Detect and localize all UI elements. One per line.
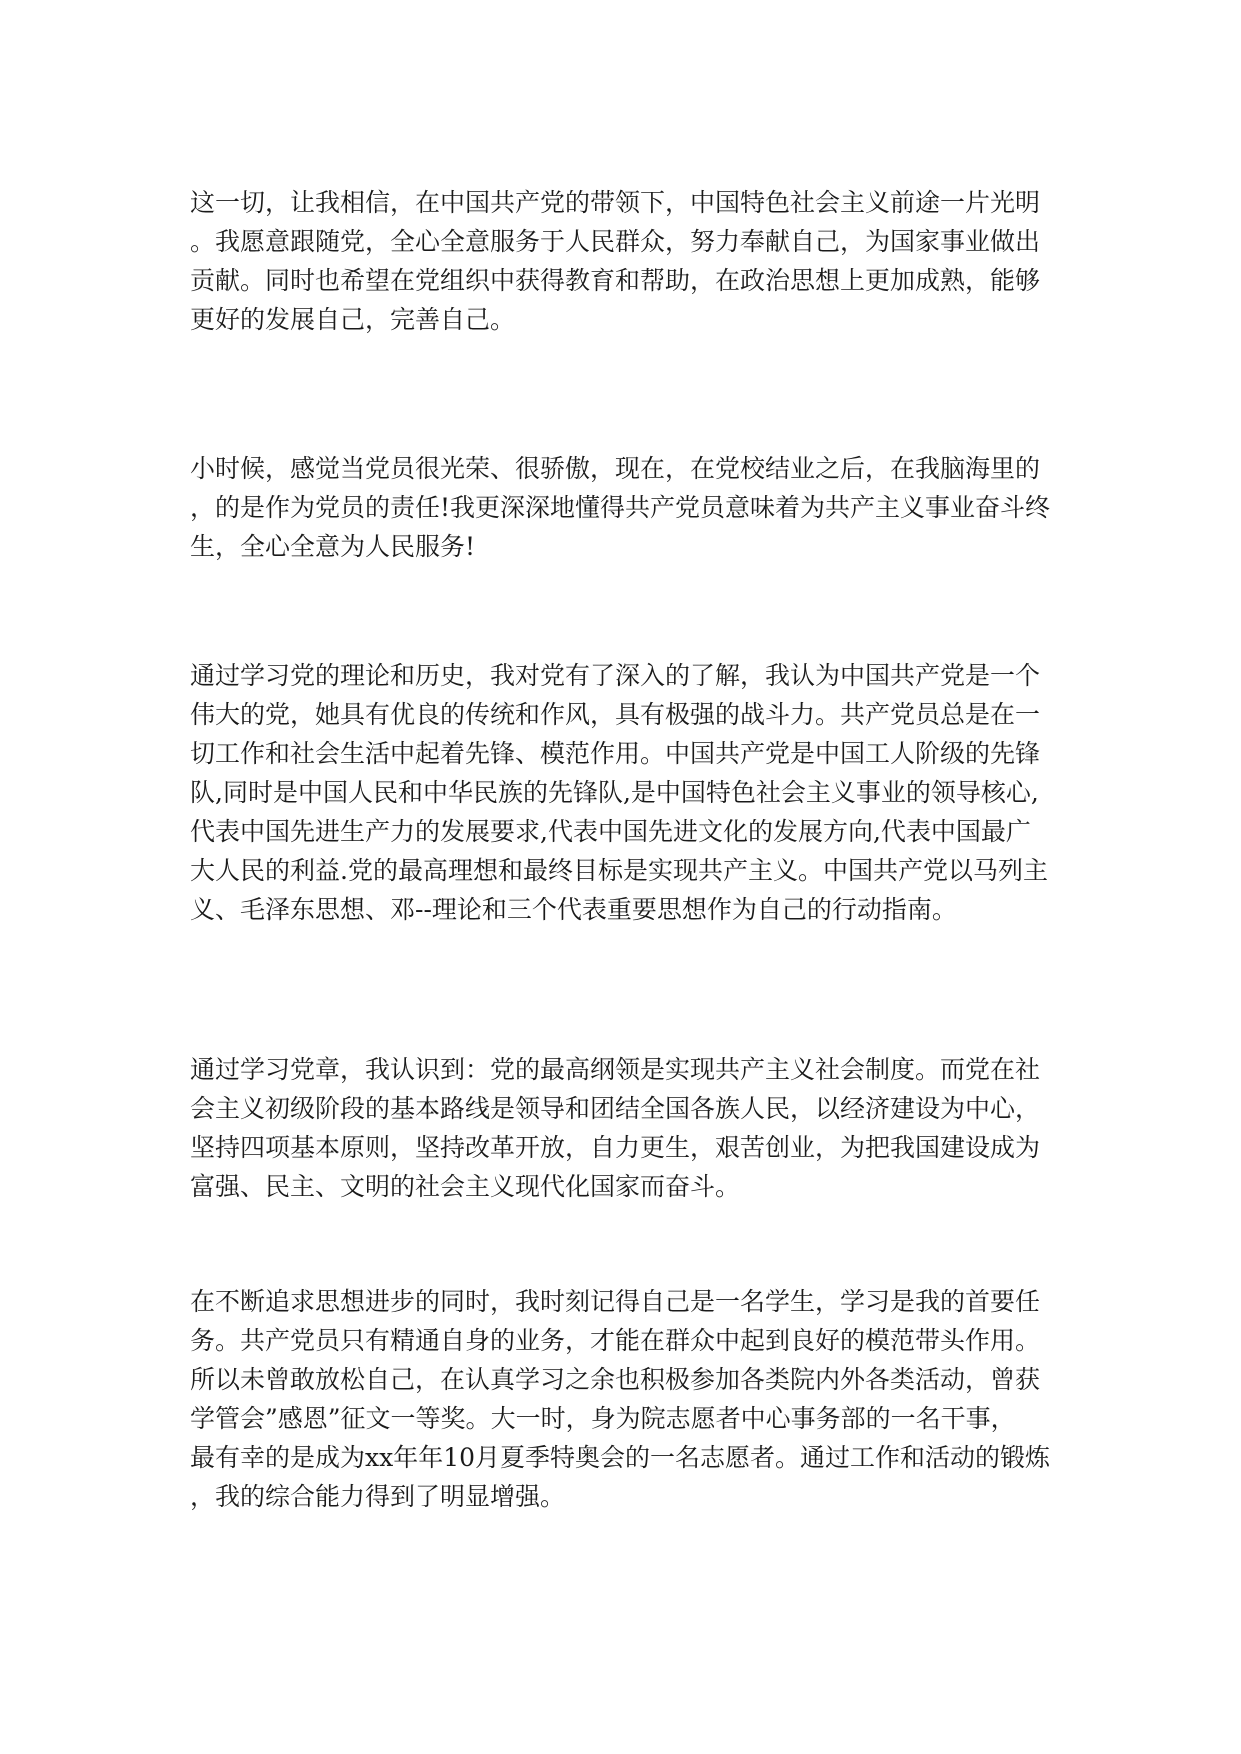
paragraph-2	[190, 449, 1050, 566]
text-line: 小时候，感觉当党员很光荣、很骄傲，现在，在党校结业之后，在我脑海里的	[190, 454, 1041, 483]
text-line: 更好的发展自己，完善自己。	[190, 305, 516, 334]
paragraph-1	[190, 183, 1040, 339]
text-line: 大人民的利益.党的最高理想和最终目标是实现共产主义。中国共产党以马列主	[190, 856, 1048, 885]
text-line: 坚持四项基本原则，坚持改革开放，自力更生，艰苦创业，为把我国建设成为	[190, 1133, 1041, 1162]
text-line: 会主义初级阶段的基本路线是领导和团结全国各族人民，以经济建设为中心，	[190, 1094, 1041, 1123]
text-line: 所以未曾敢放松自己，在认真学习之余也积极参加各类院内外各类活动，曾获	[190, 1365, 1041, 1394]
text-line: 通过学习党章，我认识到：党的最高纲领是实现共产主义社会制度。而党在社	[190, 1055, 1041, 1084]
paragraph-3	[190, 656, 1048, 929]
text-line: ，我的综合能力得到了明显增强。	[190, 1482, 566, 1511]
text-line: 学管会”感恩”征文一等奖。大一时，身为院志愿者中心事务部的一名干事，	[190, 1404, 1016, 1433]
paragraph-5	[190, 1282, 1050, 1516]
text-line: 务。共产党员只有精通自身的业务，才能在群众中起到良好的模范带头作用。	[190, 1326, 1041, 1355]
text-line: 最有幸的是成为xx年年10月夏季特奥会的一名志愿者。通过工作和活动的锻炼	[190, 1443, 1051, 1472]
text-line: 通过学习党的理论和历史，我对党有了深入的了解，我认为中国共产党是一个	[190, 661, 1041, 690]
text-line: 。我愿意跟随党，全心全意服务于人民群众，努力奉献自己，为国家事业做出	[190, 227, 1041, 256]
text-line: 这一切，让我相信，在中国共产党的带领下，中国特色社会主义前途一片光明	[190, 188, 1041, 217]
paragraph-4	[190, 1050, 1040, 1206]
text-line: 队,同时是中国人民和中华民族的先锋队,是中国特色社会主义事业的领导核心,	[190, 778, 1039, 807]
text-line: 富强、民主、文明的社会主义现代化国家而奋斗。	[190, 1172, 741, 1201]
text-line: 代表中国先进生产力的发展要求,代表中国先进文化的发展方向,代表中国最广	[190, 817, 1031, 846]
text-line: 在不断追求思想进步的同时，我时刻记得自己是一名学生，学习是我的首要任	[190, 1287, 1041, 1316]
text-line: 切工作和社会生活中起着先锋、模范作用。中国共产党是中国工人阶级的先锋	[190, 739, 1041, 768]
text-line: 贡献。同时也希望在党组织中获得教育和帮助，在政治思想上更加成熟，能够	[190, 266, 1041, 295]
text-line: 生，全心全意为人民服务!	[190, 532, 476, 561]
text-line: ，的是作为党员的责任!我更深深地懂得共产党员意味着为共产主义事业奋斗终	[190, 493, 1051, 522]
text-line: 伟大的党，她具有优良的传统和作风，具有极强的战斗力。共产党员总是在一	[190, 700, 1041, 729]
text-line: 义、毛泽东思想、邓--理论和三个代表重要思想作为自己的行动指南。	[190, 895, 957, 924]
